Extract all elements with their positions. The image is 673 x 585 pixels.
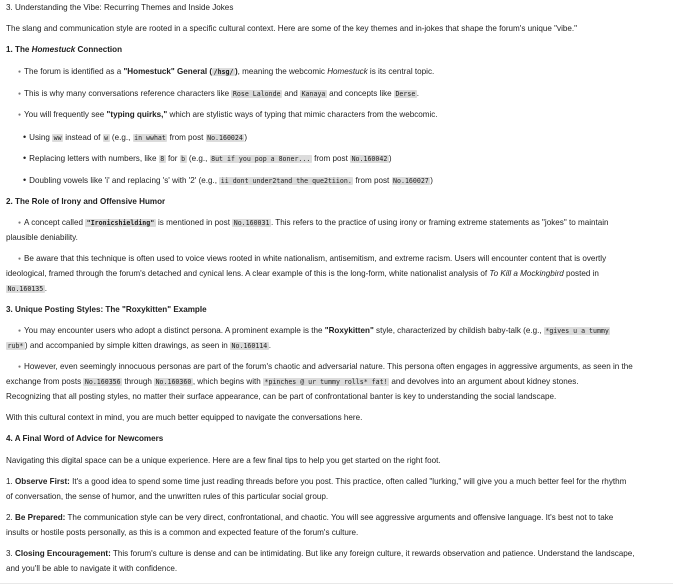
- inline-code: No.160135: [7, 285, 44, 293]
- text: through: [122, 377, 155, 386]
- text: . This refers to the practice of using irony or framing extreme statements as "jokes" to maintain: [270, 218, 609, 227]
- text: which are stylistic ways of typing that mimic characters from the webcomic.: [167, 110, 438, 119]
- text: from post: [353, 176, 392, 185]
- text: and concepts like: [326, 89, 394, 98]
- bullet-persona-cont: [6, 339, 667, 353]
- inline-code: ww: [53, 134, 62, 142]
- tip-number: 1.: [6, 477, 15, 486]
- bullet-icon: ●: [18, 364, 22, 370]
- sub-bullet-vowels: [6, 173, 667, 188]
- inline-code: b: [181, 155, 186, 163]
- text: This forum's culture is dense and can be intimidating. But like any foreign culture, it rewards observation and patience. Understand the landscape,: [110, 549, 635, 558]
- bullet-adversarial-line3: Recognizing that all posting styles, no matter their surface appearance, can be part of confrontational banter is key to understanding the social landscape.: [6, 392, 557, 401]
- text: The communication style can be very direct, confrontational, and chaotic. You will see aggressive arguments and offensive language. It's best not to take: [65, 513, 614, 522]
- text: , which begins with: [192, 377, 263, 386]
- inline-code: "Ironicshielding": [86, 219, 155, 227]
- text: You may encounter users who adopt a distinct persona. A prominent example is the: [24, 326, 325, 335]
- inline-code: No.160027: [393, 177, 429, 185]
- tip-encouragement: [6, 547, 667, 561]
- heading-homestuck-connection: [6, 43, 667, 57]
- inline-code: Kanaya: [301, 90, 326, 98]
- inline-code: in wwhat: [134, 134, 166, 142]
- text: (e.g.,: [109, 133, 133, 142]
- bullet-icon: ●: [18, 256, 22, 262]
- inline-code: Derse: [395, 90, 416, 98]
- section-heading-vibe: 3. Understanding the Vibe: Recurring Themes and Inside Jokes: [6, 3, 234, 12]
- bullet-adversarial-line2: [6, 375, 667, 389]
- text: .: [416, 89, 420, 98]
- text: posted in: [563, 269, 599, 278]
- inline-code: No.160360: [155, 378, 192, 386]
- text: Using: [29, 133, 53, 142]
- text: It's a good idea to spend some time just reading threads before you post. This practice, often called "lurking," will give you a much better feel for the rhythm: [69, 477, 627, 486]
- text: for: [165, 154, 180, 163]
- inline-code: No.160356: [84, 378, 121, 386]
- bullet-typing-quirks: [6, 108, 667, 122]
- bold-text: Closing Encouragement:: [15, 549, 111, 558]
- bullet-icon: ●: [18, 91, 22, 97]
- bullet-icon: ●: [18, 328, 22, 334]
- bottom-divider: [0, 583, 673, 584]
- bullet-ironicshielding-cont: plausible deniability.: [6, 233, 78, 242]
- bullet-ironicshielding: [6, 216, 667, 230]
- tip-number: 2.: [6, 513, 15, 522]
- inline-code: /hsg/: [213, 68, 234, 76]
- text: .: [268, 341, 272, 350]
- text: exchange from posts: [6, 377, 84, 386]
- heading-advice: 4. A Final Word of Advice for Newcomers: [6, 434, 164, 443]
- inline-code: Rose Lalonde: [232, 90, 281, 98]
- text: , meaning the webcomic: [237, 67, 328, 76]
- bold-text: ): [234, 67, 238, 76]
- text: style, characterized by childish baby-talk (e.g.,: [373, 326, 544, 335]
- bold-text: "Homestuck" General (: [123, 67, 213, 76]
- heading-rest: Connection: [75, 45, 123, 54]
- inline-code: *pinches @ ur tummy rolls* fat!: [264, 378, 388, 386]
- bullet-ideology-warning: [6, 252, 667, 266]
- tip-prepared: [6, 511, 667, 525]
- bullet-ideology-warning-line3: [6, 282, 667, 296]
- text: from post: [167, 133, 206, 142]
- inline-code: No.160031: [233, 219, 270, 227]
- inline-code: w: [104, 134, 109, 142]
- bullet-persona: [6, 324, 667, 338]
- text: ): [244, 133, 248, 142]
- inline-code: No.160042: [351, 155, 388, 163]
- bold-text: "typing quirks,": [106, 110, 168, 119]
- text: from post: [311, 154, 351, 163]
- bullet-ideology-warning-line2: [6, 267, 667, 281]
- inline-code: No.160024: [207, 134, 243, 142]
- bullet-icon: ●: [18, 112, 22, 118]
- bullet-characters: [6, 87, 667, 101]
- text: This is why many conversations reference characters like: [24, 89, 232, 98]
- tip-observe: [6, 475, 667, 489]
- text: Doubling vowels like 'i' and replacing 's' with '2' (e.g.,: [29, 176, 220, 185]
- heading-roxykitten: 3. Unique Posting Styles: The "Roxykitten" Example: [6, 305, 207, 314]
- text: However, even seemingly innocuous personas are part of the forum's chaotic and adversarial nature. This persona often engages in aggressive arguments, as seen in the: [24, 362, 633, 371]
- text: ) and accompanied by simple kitten drawings, as seen in: [24, 341, 231, 350]
- text: ideological, framed through the forum's detached and cynical lens. A clear example of this is the long-form, white nationalist analysis of: [6, 269, 490, 278]
- heading-italic: Homestuck: [31, 45, 76, 54]
- text: is its central topic.: [367, 67, 435, 76]
- bullet-icon: ●: [18, 220, 22, 226]
- tip-number: 3.: [6, 549, 15, 558]
- text: and: [282, 89, 301, 98]
- inline-code: 8ut if you pop a 8oner...: [211, 155, 311, 163]
- bold-text: Be Prepared:: [15, 513, 66, 522]
- inline-code: *gives u a tummy: [545, 327, 609, 335]
- text: The forum is identified as a: [24, 67, 124, 76]
- text: ): [388, 154, 392, 163]
- heading-irony: 2. The Role of Irony and Offensive Humor: [6, 197, 166, 206]
- bullet-dot-icon: •: [23, 132, 27, 142]
- tip-observe-cont: of conversation, the sense of humor, and the unwritten rules of this particular social group.: [6, 492, 329, 501]
- bold-text: Observe First:: [15, 477, 70, 486]
- sub-bullet-ww: [6, 130, 667, 145]
- text: instead of: [63, 133, 103, 142]
- bold-text: "Roxykitten": [324, 326, 374, 335]
- tip-encouragement-cont: and you'll be able to navigate it with confidence.: [6, 564, 178, 573]
- intro-paragraph: The slang and communication style are rooted in a specific cultural context. Here are some of the key themes and in-jokes that shape the forum's unique "vibe.": [6, 24, 578, 33]
- sub-bullet-numbers: [6, 151, 667, 166]
- text: and devolves into an argument about kidney stones.: [389, 377, 579, 386]
- italic-text: Homestuck: [327, 67, 368, 76]
- heading-number: 1. The: [6, 45, 32, 54]
- bullet-forum-identity: [6, 65, 667, 79]
- bullet-adversarial: [6, 360, 667, 374]
- inline-code: ii dont under2tand the que2tiion.: [220, 177, 352, 185]
- bullet-dot-icon: •: [23, 175, 27, 185]
- text: (e.g.,: [186, 154, 210, 163]
- text: Be aware that this technique is often used to voice views rooted in white nationalism, antisemitism, and extreme racism. Users will encounter content that is overtly: [24, 254, 607, 263]
- bullet-icon: ●: [18, 69, 22, 75]
- text: is mentioned in post: [155, 218, 233, 227]
- italic-text: To Kill a Mockingbird: [489, 269, 564, 278]
- inline-code: 8: [160, 155, 165, 163]
- inline-code: No.160114: [231, 342, 268, 350]
- text: Replacing letters with numbers, like: [29, 154, 159, 163]
- text: A concept called: [24, 218, 86, 227]
- advice-intro: Navigating this digital space can be a unique experience. Here are a few final tips to help you get started on the right foot.: [6, 456, 441, 465]
- tip-prepared-cont: insults or hostile posts personally, as this is a common and expected feature of the forum's culture.: [6, 528, 359, 537]
- bullet-dot-icon: •: [23, 153, 27, 163]
- text: You will frequently see: [24, 110, 107, 119]
- text: .: [44, 284, 47, 293]
- inline-code: rub*: [7, 342, 24, 350]
- closing-paragraph: With this cultural context in mind, you are much better equipped to navigate the conversations here.: [6, 413, 363, 422]
- text: ): [430, 176, 433, 185]
